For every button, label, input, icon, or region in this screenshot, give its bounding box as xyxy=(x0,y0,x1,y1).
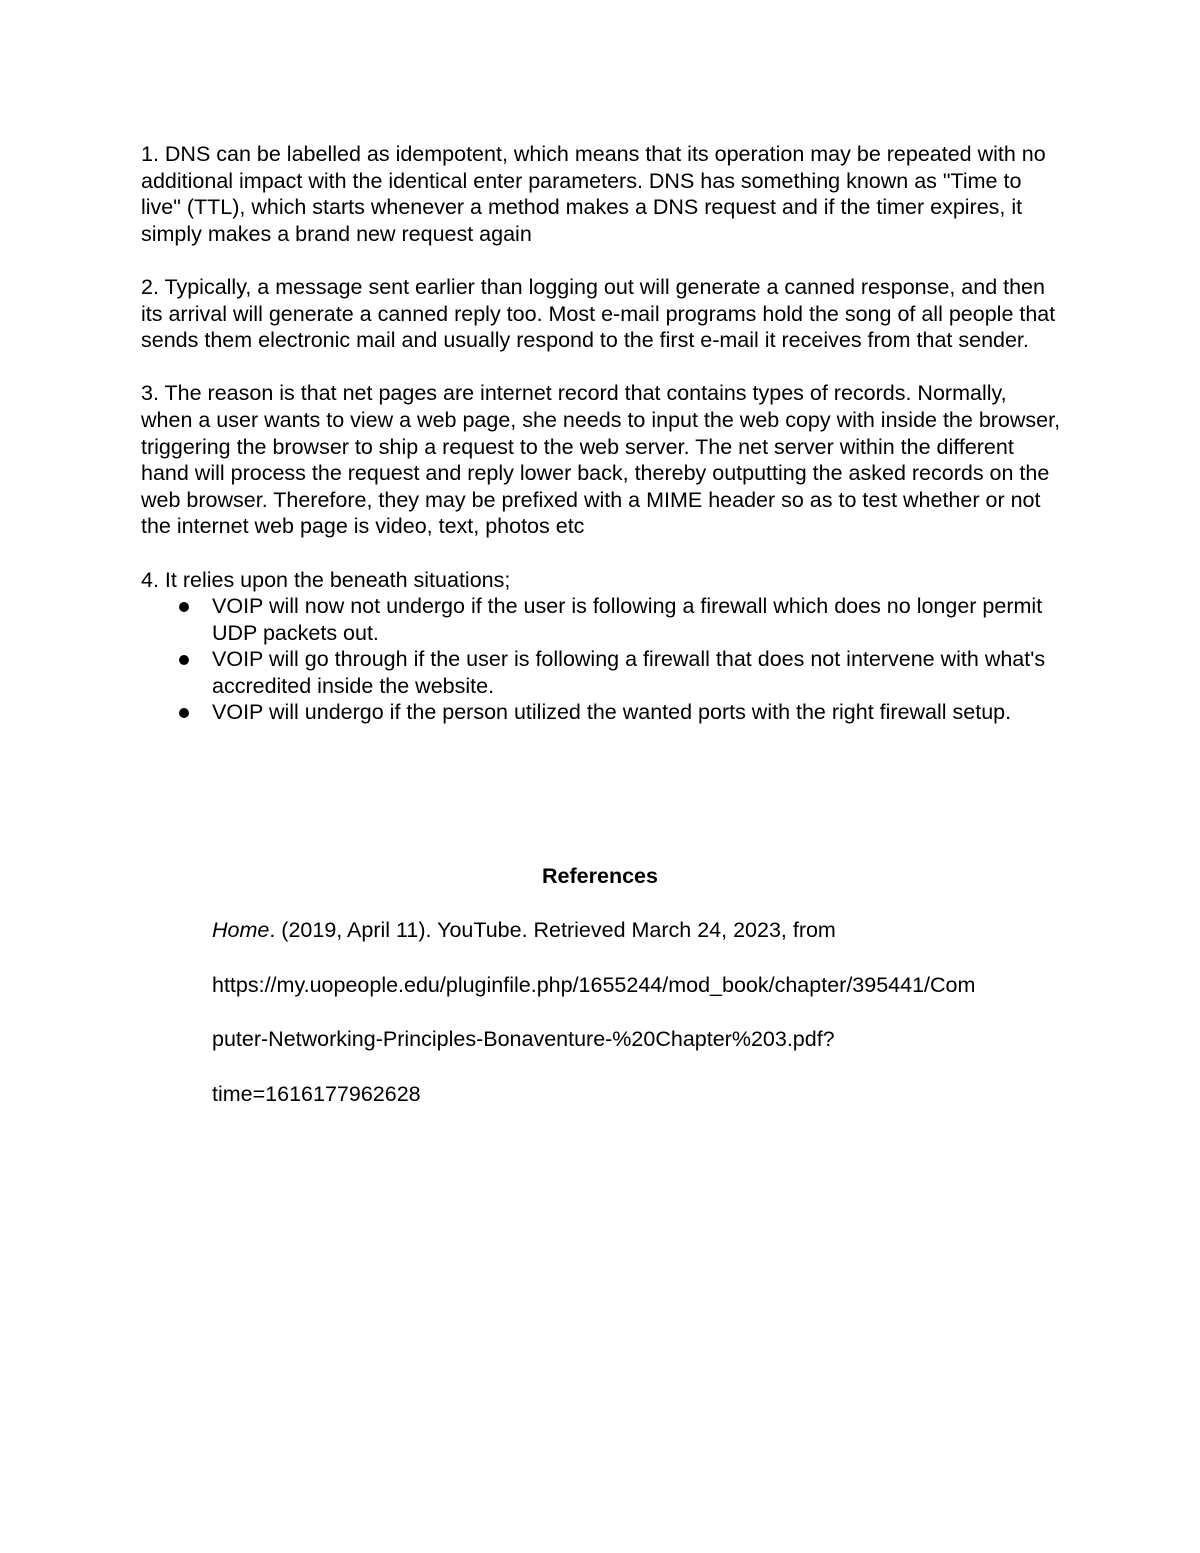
answer-paragraph-2: 2. Typically, a message sent earlier than logging out will generate a canned response, and then its arrival will generate a canned reply too. Most e-mail programs hold the song of all people that sends them electronic mail and usually respond to the first e-mail it receives from that sender. xyxy=(141,274,1056,353)
list-item xyxy=(141,699,1061,726)
bullet-icon xyxy=(179,708,189,718)
reference-line-1 xyxy=(212,917,1112,972)
reference-url-line-2: puter-Networking-Principles-Bonaventure-%20Chapter%203.pdf? xyxy=(212,1027,835,1051)
bullet-icon xyxy=(179,602,189,612)
list-item-text: VOIP will now not undergo if the user is following a firewall which does no longer permit UDP packets out. xyxy=(212,594,1043,645)
reference-url-line-3: time=1616177962628 xyxy=(212,1081,421,1106)
reference-entry xyxy=(212,917,1112,1135)
list-item-text: VOIP will go through if the user is following a firewall that does not intervene with what's accredited inside the website. xyxy=(212,647,1046,698)
list-item xyxy=(141,646,1061,699)
answer-paragraph-1: 1. DNS can be labelled as idempotent, which means that its operation may be repeated with no additional impact with the identical enter parameters. DNS has something known as "Time to live" (TTL), which starts whenever a method makes a DNS request and if the timer expires, it simply makes a brand new request again xyxy=(141,142,1046,246)
reference-title: Home xyxy=(212,918,270,942)
bullet-list xyxy=(141,593,1061,726)
list-item xyxy=(141,593,1061,646)
references-section xyxy=(0,863,1200,1106)
list-item-text: VOIP will undergo if the person utilized the wanted ports with the right firewall setup. xyxy=(212,700,1012,725)
reference-citation: . (2019, April 11). YouTube. Retrieved March 24, 2023, from xyxy=(269,918,836,942)
answer-paragraph-4: 4. It relies upon the beneath situations; xyxy=(141,567,511,592)
references-heading: References xyxy=(542,864,658,888)
answer-paragraph-3: 3. The reason is that net pages are internet record that contains types of records. Normally, when a user wants to view a web page, she needs to input the web copy with inside the browser, triggering the browser to ship a request to the web server. The net server within the different hand will process the request and reply lower back, thereby outputting the asked records on the web browser. Therefore, they may be prefixed with a MIME header so as to test whether or not the internet web page is video, text, photos etc xyxy=(141,381,1061,539)
reference-url-line-1: https://my.uopeople.edu/pluginfile.php/1655244/mod_book/chapter/395441/Com xyxy=(212,972,976,997)
document-body xyxy=(141,141,1061,726)
bullet-icon xyxy=(179,655,189,665)
